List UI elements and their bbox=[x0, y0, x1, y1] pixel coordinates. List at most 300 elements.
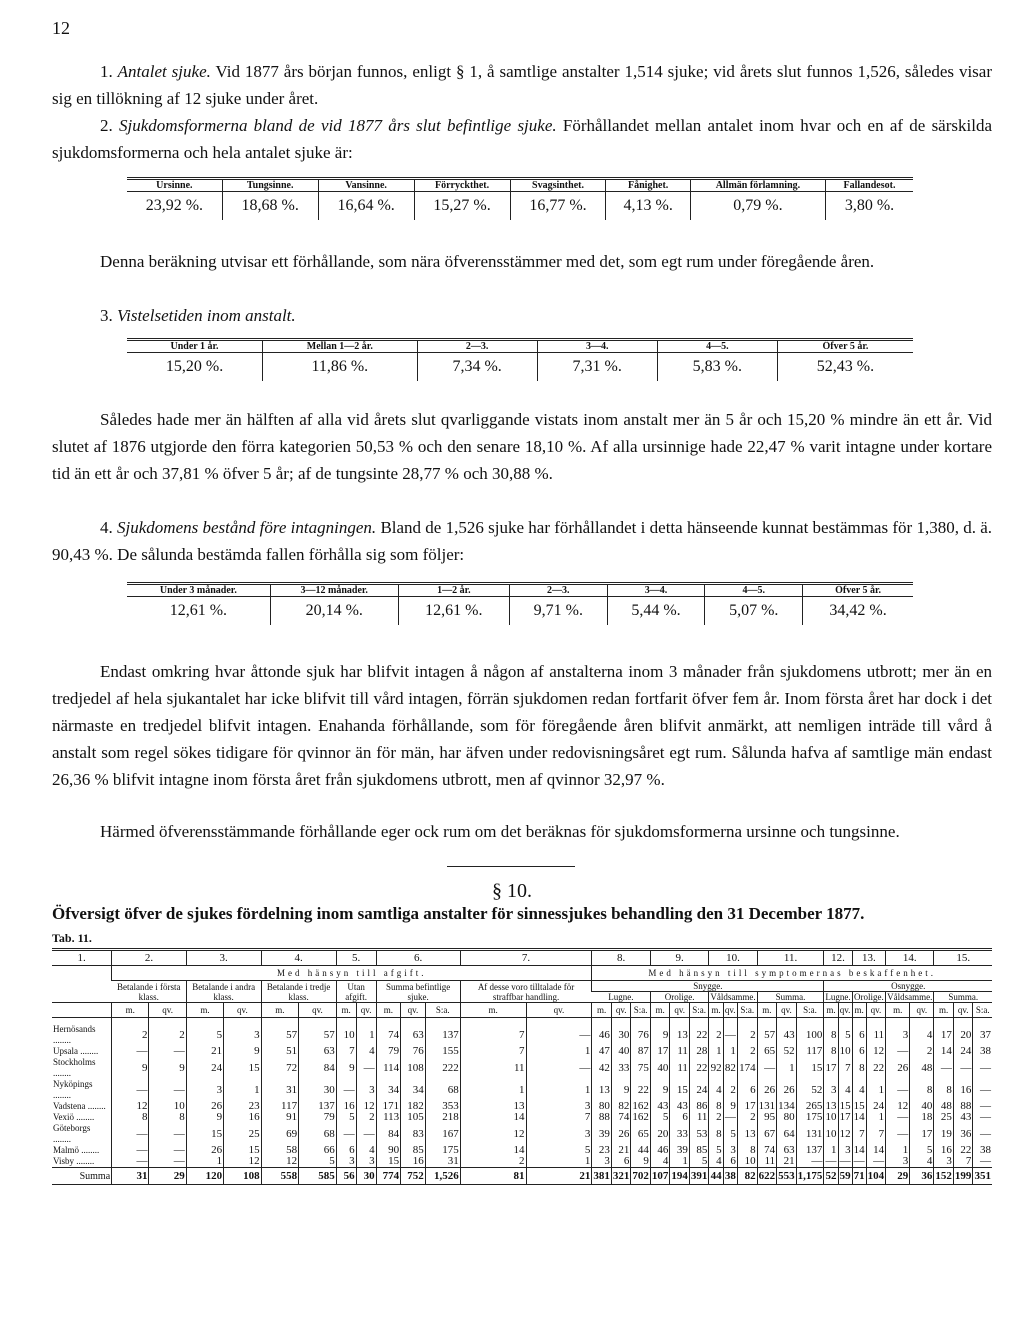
table-cell: 11 bbox=[689, 1112, 709, 1123]
unit-header: S:a. bbox=[631, 1003, 651, 1018]
table-cell: 7 bbox=[838, 1057, 852, 1079]
sum-cell: 31 bbox=[112, 1168, 149, 1185]
sum-cell: 56 bbox=[336, 1168, 356, 1185]
table-cell: 9 bbox=[611, 1079, 631, 1101]
table-cell: 48 bbox=[934, 1101, 954, 1112]
table-cell: 117 bbox=[261, 1101, 299, 1112]
table-cell: 23,92 %. bbox=[145, 197, 204, 214]
sum-cell: 104 bbox=[866, 1168, 886, 1185]
table-cell: 353 bbox=[425, 1101, 460, 1112]
table-cell: 18,68 %. bbox=[222, 192, 318, 221]
column-number: 13. bbox=[852, 950, 886, 966]
distribution-table bbox=[52, 948, 992, 1185]
table-cell: 9 bbox=[650, 1079, 670, 1101]
table-cell: 7 bbox=[866, 1123, 886, 1145]
institution-name: Hernösands ........ bbox=[53, 1024, 96, 1045]
table-cell: 64 bbox=[777, 1123, 797, 1145]
table-cell: 34,42 %. bbox=[803, 597, 913, 626]
table-cell: 24 bbox=[186, 1057, 223, 1079]
table-cell: 131 bbox=[758, 1100, 776, 1112]
unit-header: qv. bbox=[526, 1003, 592, 1018]
unit-header: qv. bbox=[401, 1003, 426, 1018]
table-cell: 1 bbox=[526, 1079, 592, 1101]
table-cell: 7 bbox=[460, 1018, 526, 1047]
symptom-column-header: Lugne. bbox=[592, 992, 651, 1003]
table-cell: 5 bbox=[689, 1156, 709, 1168]
institution-name: Visby ........ bbox=[53, 1156, 95, 1166]
column-header: 1—2 år. bbox=[398, 584, 509, 597]
sum-cell: 381 bbox=[592, 1168, 612, 1185]
table-cell: — bbox=[973, 1079, 992, 1101]
table-cell: 88 bbox=[953, 1101, 973, 1112]
table-cell: 6 bbox=[670, 1112, 690, 1123]
table-cell: 16,77 %. bbox=[510, 192, 606, 221]
table-cell: — bbox=[886, 1123, 910, 1145]
table-cell: — bbox=[149, 1046, 186, 1057]
table-cell: 12 bbox=[112, 1101, 149, 1112]
table-cell: 65 bbox=[757, 1046, 777, 1057]
sum-label: Summa bbox=[52, 1168, 112, 1185]
table-cell: 5 bbox=[299, 1156, 337, 1168]
table-cell: 80 bbox=[777, 1112, 797, 1123]
table-title: Öfversigt öfver de sjukes fördelning inom samtliga anstalter för sinnessjukes behandling den 31 December 1877. bbox=[52, 904, 865, 923]
sum-cell: 702 bbox=[631, 1168, 651, 1185]
column-header: Allmän förlamning. bbox=[690, 179, 825, 192]
table-cell: 74 bbox=[757, 1145, 777, 1156]
table-row bbox=[52, 1112, 992, 1123]
table-cell: — bbox=[112, 1145, 149, 1156]
table-cell: 5 bbox=[910, 1145, 934, 1156]
table-cell: 8 bbox=[934, 1079, 954, 1101]
table-cell: 137 bbox=[796, 1145, 824, 1156]
table-cell: — bbox=[112, 1156, 149, 1168]
disease-onset-table bbox=[127, 582, 913, 625]
table-cell: 4 bbox=[910, 1018, 934, 1047]
table-cell: 31 bbox=[261, 1079, 299, 1101]
table-cell: 14 bbox=[460, 1112, 526, 1123]
group-header-row bbox=[52, 966, 992, 981]
table-cell: 1 bbox=[866, 1112, 886, 1123]
table-cell: 5 bbox=[650, 1112, 670, 1123]
table-cell: 1 bbox=[670, 1156, 690, 1168]
table-cell: 34 bbox=[376, 1079, 401, 1101]
column-header: Öfver 5 år. bbox=[803, 584, 913, 597]
sum-cell: 59 bbox=[838, 1168, 852, 1185]
table-cell: — bbox=[796, 1156, 824, 1168]
column-number: 10. bbox=[709, 950, 757, 966]
table-cell: 265 bbox=[796, 1101, 824, 1112]
page-number: 12 bbox=[52, 18, 70, 38]
unit-header: qv. bbox=[356, 1003, 376, 1018]
osnygge-header: Osnygge. bbox=[824, 981, 992, 992]
table-cell: — bbox=[526, 1018, 592, 1047]
para-text: Vid 1877 års början funnos, enligt § 1, å samtlige anstalter 1,514 sjuke; vid årets slut funnos 1,526, således visar sig en tillökning af 12 sjuke under året. bbox=[52, 62, 992, 108]
table-cell: 13 bbox=[825, 1100, 837, 1112]
column-header: 3—4. bbox=[607, 584, 705, 597]
table-cell: 21 bbox=[186, 1046, 223, 1057]
unit-header: m. bbox=[757, 1003, 777, 1018]
table-cell: 117 bbox=[796, 1046, 824, 1057]
table-cell: 14 bbox=[866, 1145, 886, 1156]
table-row bbox=[52, 1079, 992, 1101]
table-cell: — bbox=[973, 1112, 992, 1123]
table-cell: — bbox=[112, 1046, 149, 1057]
table-cell: 87 bbox=[631, 1046, 651, 1057]
table-cell: — bbox=[973, 1156, 992, 1168]
table-cell: 1 bbox=[526, 1046, 592, 1057]
column-number: 3. bbox=[186, 950, 261, 966]
table-cell: 37 bbox=[973, 1018, 992, 1047]
table-cell: 15 bbox=[839, 1100, 851, 1112]
table-cell: — bbox=[526, 1057, 592, 1079]
table-cell: 57 bbox=[261, 1018, 299, 1047]
table-cell: 11 bbox=[460, 1057, 526, 1079]
table-cell: 15,27 %. bbox=[414, 192, 510, 221]
table-cell: 137 bbox=[425, 1018, 460, 1047]
table-cell: 7 bbox=[526, 1112, 592, 1123]
paragraph-comparison: Denna beräkning utvisar ett förhållande, som nära öfverensstämmer med det, som egt rum under föregående åren. bbox=[100, 252, 875, 271]
unit-header: qv. bbox=[953, 1003, 973, 1018]
table-cell: 5 bbox=[838, 1018, 852, 1047]
institution-name: Upsala ........ bbox=[53, 1046, 99, 1056]
table-cell: 51 bbox=[261, 1046, 299, 1057]
table-row bbox=[52, 1018, 992, 1047]
unit-header: qv. bbox=[723, 1003, 737, 1018]
symptom-column-header: Lugne. bbox=[825, 992, 851, 1002]
table-cell: 84 bbox=[299, 1057, 337, 1079]
table-cell: 20,14 %. bbox=[270, 597, 398, 626]
paragraph-antal bbox=[52, 58, 992, 112]
column-number-row bbox=[52, 950, 992, 966]
table-cell: 39 bbox=[670, 1145, 690, 1156]
table-cell: 6 bbox=[723, 1156, 737, 1168]
symptom-column-header: Orolige. bbox=[854, 992, 884, 1002]
table-cell: 171 bbox=[376, 1101, 401, 1112]
unit-header: m. bbox=[824, 1003, 838, 1018]
table-cell: 82 bbox=[723, 1057, 737, 1079]
table-cell: 28 bbox=[689, 1046, 709, 1057]
table-cell: 90 bbox=[376, 1145, 401, 1156]
table-cell: 17 bbox=[839, 1111, 851, 1123]
column-number: 6. bbox=[376, 950, 460, 966]
column-header: 2—3. bbox=[417, 340, 537, 353]
table-cell: 15,20 %. bbox=[165, 358, 224, 375]
table-cell: — bbox=[356, 1057, 376, 1079]
table-cell: 218 bbox=[425, 1112, 460, 1123]
table-cell: 83 bbox=[401, 1123, 426, 1145]
table-cell: 52 bbox=[777, 1046, 797, 1057]
table-cell: 26 bbox=[611, 1123, 631, 1145]
table-cell: 24 bbox=[953, 1046, 973, 1057]
unit-header: qv. bbox=[299, 1003, 337, 1018]
table-cell: 16 bbox=[336, 1101, 356, 1112]
unit-header: m. bbox=[261, 1003, 299, 1018]
institution-name: Malmö ........ bbox=[53, 1145, 100, 1155]
table-cell: 43 bbox=[777, 1018, 797, 1047]
table-cell: 74 bbox=[611, 1112, 631, 1123]
table-cell: 131 bbox=[796, 1123, 824, 1145]
table-cell: 1 bbox=[460, 1079, 526, 1101]
paragraph-forms bbox=[52, 112, 992, 166]
unit-header: m. bbox=[186, 1003, 223, 1018]
table-cell: 6 bbox=[852, 1046, 866, 1057]
table-cell: 8 bbox=[709, 1101, 723, 1112]
sum-cell: 120 bbox=[186, 1168, 223, 1185]
para-prefix: 1. bbox=[100, 62, 113, 81]
column-number: 1. bbox=[52, 950, 112, 966]
table-cell: 9 bbox=[149, 1057, 186, 1079]
table-cell: 26 bbox=[777, 1079, 797, 1101]
table-cell: 8 bbox=[149, 1112, 186, 1123]
table-cell: 88 bbox=[592, 1112, 612, 1123]
sum-cell: 351 bbox=[973, 1168, 992, 1185]
subheader-row bbox=[52, 981, 992, 992]
disease-forms-table bbox=[127, 177, 913, 220]
column-number: 14. bbox=[886, 950, 934, 966]
table-cell: 22 bbox=[866, 1057, 886, 1079]
table-cell: 68 bbox=[299, 1123, 337, 1145]
table-cell: 16 bbox=[224, 1112, 261, 1123]
table-cell: 5,07 %. bbox=[705, 597, 803, 626]
symptom-column-header: Orolige. bbox=[650, 992, 709, 1003]
table-cell: 53 bbox=[689, 1123, 709, 1145]
table-cell: 65 bbox=[631, 1123, 651, 1145]
institution-name: Vexiö ........ bbox=[53, 1112, 95, 1122]
table-cell: 2 bbox=[149, 1018, 186, 1047]
table-cell: 36 bbox=[953, 1123, 973, 1145]
table-cell: 18 bbox=[910, 1112, 934, 1123]
unit-header: qv. bbox=[866, 1003, 886, 1018]
table-cell: 7,34 %. bbox=[417, 353, 537, 382]
table-cell: 3 bbox=[336, 1156, 356, 1168]
table-row bbox=[52, 1156, 992, 1168]
table-cell: 63 bbox=[401, 1018, 426, 1047]
table-cell: 38 bbox=[973, 1145, 992, 1156]
table-cell: 5 bbox=[723, 1123, 737, 1145]
table-cell: 24 bbox=[689, 1079, 709, 1101]
unit-header: m. bbox=[460, 1003, 526, 1018]
table-cell: 14 bbox=[934, 1046, 954, 1057]
sum-row bbox=[52, 1168, 992, 1185]
table-cell: 21 bbox=[611, 1145, 631, 1156]
table-cell: 80 bbox=[592, 1101, 612, 1112]
para-text: Bland de 1,526 sjuke har förhållandet i detta hänseende kunnat bestämmas för 1,380, d. ä. 90,43 %. De sålunda bestämda fallen förhålla sig som följer: bbox=[52, 518, 993, 564]
unit-header: m. bbox=[336, 1003, 356, 1018]
column-header: Under 1 år. bbox=[127, 340, 263, 353]
table-cell: 174 bbox=[737, 1057, 757, 1079]
table-cell: 95 bbox=[757, 1112, 777, 1123]
table-cell: 15 bbox=[853, 1100, 865, 1112]
table-cell: 11,86 %. bbox=[263, 353, 417, 382]
table-cell: 9,71 %. bbox=[509, 597, 607, 626]
unit-header: S:a. bbox=[689, 1003, 709, 1018]
blank-cell bbox=[52, 1003, 112, 1018]
table-cell: 76 bbox=[631, 1018, 651, 1047]
sum-cell: 774 bbox=[376, 1168, 401, 1185]
table-cell: 84 bbox=[376, 1123, 401, 1145]
table-cell: 33 bbox=[670, 1123, 690, 1145]
table-cell: 9 bbox=[650, 1018, 670, 1047]
table-header-row bbox=[127, 340, 913, 353]
table-cell: — bbox=[886, 1079, 910, 1101]
table-cell: 4 bbox=[838, 1079, 852, 1101]
sum-cell: 38 bbox=[723, 1168, 737, 1185]
table-cell: 15 bbox=[224, 1145, 261, 1156]
table-cell: 43 bbox=[650, 1101, 670, 1112]
table-cell: 52,43 %. bbox=[777, 353, 913, 382]
table-cell: 12 bbox=[261, 1156, 299, 1168]
table-cell: 79 bbox=[299, 1112, 337, 1123]
table-cell: 5 bbox=[336, 1112, 356, 1123]
table-cell: 17 bbox=[934, 1018, 954, 1047]
table-cell: 91 bbox=[261, 1112, 299, 1123]
column-header: Tungsinne. bbox=[222, 179, 318, 192]
table-cell: 5 bbox=[186, 1018, 223, 1047]
table-cell: 46 bbox=[650, 1145, 670, 1156]
column-header: Mellan 1—2 år. bbox=[263, 340, 417, 353]
table-cell: — bbox=[149, 1079, 186, 1101]
table-cell: 3 bbox=[934, 1156, 954, 1168]
table-cell: 23 bbox=[592, 1145, 612, 1156]
sum-cell: 194 bbox=[670, 1168, 690, 1185]
table-cell: 15 bbox=[186, 1123, 223, 1145]
table-cell: 8 bbox=[824, 1018, 838, 1047]
table-cell: 25 bbox=[224, 1123, 261, 1145]
table-cell: 22 bbox=[631, 1079, 651, 1101]
column-number: 4. bbox=[261, 950, 336, 966]
table-cell: 3 bbox=[723, 1145, 737, 1156]
unit-header: S:a. bbox=[425, 1003, 460, 1018]
column-number: 9. bbox=[650, 950, 709, 966]
unit-header: m. bbox=[934, 1003, 954, 1018]
column-number: 12. bbox=[824, 950, 852, 966]
table-cell: 31 bbox=[425, 1156, 460, 1168]
table-cell: — bbox=[149, 1145, 186, 1156]
table-cell: 12 bbox=[866, 1046, 886, 1057]
table-cell: 5,83 %. bbox=[657, 353, 777, 382]
table-cell: 23 bbox=[224, 1101, 261, 1112]
table-cell: 40 bbox=[910, 1101, 934, 1112]
table-cell: 5,44 %. bbox=[607, 597, 705, 626]
unit-row bbox=[52, 1003, 992, 1018]
table-cell: 12 bbox=[838, 1123, 852, 1145]
table-cell: 22 bbox=[689, 1018, 709, 1047]
table-cell: 9 bbox=[224, 1046, 261, 1057]
column-header: 4—5. bbox=[657, 340, 777, 353]
table-cell: 63 bbox=[299, 1046, 337, 1057]
table-cell: 7 bbox=[953, 1156, 973, 1168]
table-cell: 2 bbox=[723, 1079, 737, 1101]
table-cell: 57 bbox=[757, 1018, 777, 1047]
table-cell: 155 bbox=[425, 1046, 460, 1057]
table-header-row bbox=[127, 584, 913, 597]
table-cell: 7 bbox=[852, 1123, 866, 1145]
column-number: 8. bbox=[592, 950, 651, 966]
paragraph-intake: Endast omkring hvar åttonde sjuk har blifvit intagen å någon af anstalterna inom 3 månader från sjukdomens utbrott; mer än en tredjedel af hela sjukantalet har icke blifvit till vård intagen, förrän sjukdomen redan fortfarit öfver fem år. Inom första året har dock i det närmaste en tredjedel blifvit intagen. Enahanda förhållande, som för föregående åren blifvit anmärkt, att nemligen inträde till vård å anstalt som regel sökes tidigare för qvinnor än för män, har äfven under redovisningsåret egt rum. Sålunda hafva af samtlige män endast 26,36 % blifvit intagne inom första året från sjukdomens utbrott, men af qvinnor 32,97 %. bbox=[52, 662, 992, 789]
column-header: 3—12 månader. bbox=[270, 584, 398, 597]
table-cell: 1 bbox=[709, 1046, 723, 1057]
table-cell: 39 bbox=[592, 1123, 612, 1145]
sum-cell: 752 bbox=[401, 1168, 426, 1185]
table-cell: 14 bbox=[853, 1111, 865, 1123]
table-cell: 22 bbox=[689, 1057, 709, 1079]
para-title: Antalet sjuke. bbox=[117, 62, 211, 81]
fee-column-header: Summa befintlige sjuke. bbox=[376, 981, 460, 1003]
table-cell: 16 bbox=[401, 1156, 426, 1168]
table-cell: — bbox=[973, 1123, 992, 1145]
sum-cell: 29 bbox=[149, 1168, 186, 1185]
para-text: Förhållandet mellan antalet inom hvar och en af de särskilda sjukdomsformerna och hela antalet sjuke är: bbox=[52, 116, 993, 162]
table-cell: 4,13 %. bbox=[606, 192, 690, 221]
column-number: 5. bbox=[336, 950, 376, 966]
table-cell: 4 bbox=[709, 1079, 723, 1101]
table-cell: — bbox=[757, 1057, 777, 1079]
table-cell: 43 bbox=[670, 1101, 690, 1112]
table-cell: 7 bbox=[336, 1046, 356, 1057]
table-cell: — bbox=[973, 1101, 992, 1112]
column-header: Fallandesot. bbox=[826, 179, 914, 192]
table-cell: — bbox=[723, 1018, 737, 1047]
table-cell: 5 bbox=[526, 1145, 592, 1156]
table-cell: 3 bbox=[886, 1018, 910, 1047]
table-cell: 3 bbox=[186, 1079, 223, 1101]
table-cell: 162 bbox=[632, 1100, 649, 1112]
sum-cell: 81 bbox=[460, 1168, 526, 1185]
column-header: Ursinne. bbox=[127, 179, 222, 192]
table-cell: 2 bbox=[737, 1018, 757, 1047]
unit-header: S:a. bbox=[796, 1003, 824, 1018]
table-cell: 2 bbox=[356, 1112, 376, 1123]
table-cell: 86 bbox=[689, 1101, 709, 1112]
unit-header: S:a. bbox=[973, 1003, 992, 1018]
table-cell: 5 bbox=[709, 1145, 723, 1156]
sum-cell: 152 bbox=[934, 1168, 954, 1185]
table-cell: 15 bbox=[224, 1057, 261, 1079]
table-cell: — bbox=[973, 1057, 992, 1079]
table-value-row bbox=[127, 192, 913, 221]
unit-header: qv. bbox=[910, 1003, 934, 1018]
table-cell: 26 bbox=[886, 1057, 910, 1079]
table-cell: 20 bbox=[953, 1018, 973, 1047]
table-cell: 1 bbox=[224, 1079, 261, 1101]
table-cell: 58 bbox=[261, 1145, 299, 1156]
table-value-row bbox=[127, 353, 913, 382]
unit-header: qv. bbox=[838, 1003, 852, 1018]
table-cell: 6 bbox=[611, 1156, 631, 1168]
paragraph-onset bbox=[52, 514, 992, 568]
table-cell: 10 bbox=[336, 1018, 356, 1047]
symptom-column-header: Summa. bbox=[757, 992, 824, 1003]
table-cell: 8 bbox=[824, 1046, 838, 1057]
column-header: Vansinne. bbox=[318, 179, 414, 192]
table-cell: 9 bbox=[112, 1057, 149, 1079]
table-cell: 21 bbox=[777, 1156, 797, 1168]
table-cell: 26 bbox=[186, 1101, 223, 1112]
unit-header: qv. bbox=[224, 1003, 261, 1018]
table-cell: 76 bbox=[401, 1046, 426, 1057]
table-cell: — bbox=[149, 1123, 186, 1145]
table-cell: 2 bbox=[460, 1156, 526, 1168]
table-cell: 17 bbox=[737, 1101, 757, 1112]
table-cell: 3 bbox=[356, 1079, 376, 1101]
table-cell: 2 bbox=[709, 1112, 723, 1123]
paragraph-stay-heading bbox=[52, 302, 992, 329]
sum-cell: 199 bbox=[953, 1168, 973, 1185]
table-cell: 2 bbox=[112, 1018, 149, 1047]
table-cell: 108 bbox=[401, 1057, 426, 1079]
column-header: 3—4. bbox=[537, 340, 657, 353]
table-cell: 15 bbox=[796, 1057, 824, 1079]
